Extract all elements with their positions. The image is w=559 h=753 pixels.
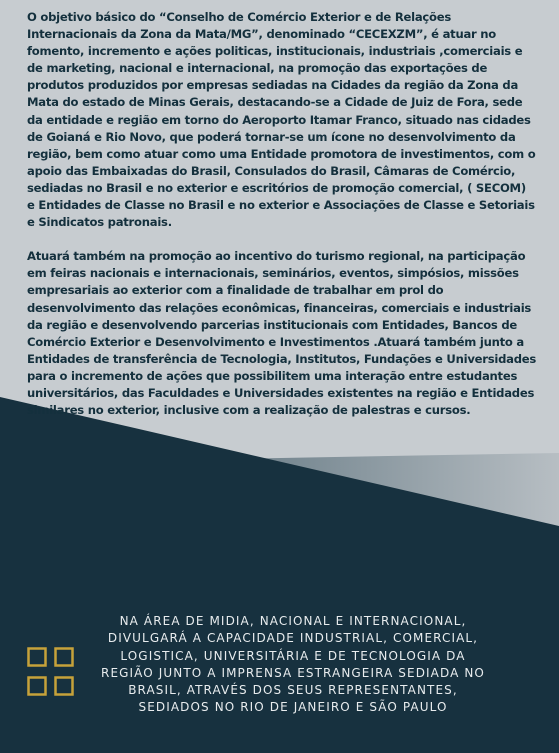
media-statement: NA ÁREA DE MIDIA, NACIONAL E INTERNACIONAL, DIVULGARÁ A CAPACIDADE INDUSTRIAL, COMERCIAL, LOGISTICA, UNIVERSITÁRIA E DE TECNOLOGIA DA REGIÃO JUNTO A IMPRENSA ESTRANGEIRA SEDIADA NO BRASIL, ATRAVÉS DOS SEUS REPRESENTANTES, SEDIADOS NO RIO DE JANEIRO E SÃO PAULO bbox=[101, 614, 485, 715]
paragraph-activities: Atuará também na promoção ao incentivo do turismo regional, na participação em feiras nacionais e internacionais, seminários, eventos, simpósios, missões empresariais ao exterior com a finalidade de trabalhar em prol do desenvolvimento das relações econômicas, financeiras, comerciais e industriais da região e desenvolvendo parcerias institucionais com Entidades, Bancos de Comércio Exterior e Desenvolvimento e Investimentos .Atuará também junto a Entidades de transferência de Tecnologia, Institutos, Fundações e Universidades para o incremento de ações que possibilitem uma interação entre estudantes universitários, das Faculdades e Universidades existentes na região e Entidades similares no exterior, inclusive com a realização de palestras e cursos. bbox=[27, 249, 537, 418]
document-body bbox=[27, 9, 537, 419]
four-squares-icon bbox=[27, 647, 75, 697]
paragraph-objective: O objetivo básico do “Conselho de Comércio Exterior e de Relações Internacionais da Zona da Mata/MG”, denominado “CECEXZM”, é atuar no fomento, incremento e ações politicas, institucionais, industriais ,comerciais e de marketing, nacional e internacional, na promoção das exportações de produtos produzidos por empresas sediadas na Cidades da região da Zona da Mata do estado de Minas Gerais, destacando-se a Cidade de Juiz de Fora, sede da entidade e região em torno do Aeroporto Itamar Franco, situado nas cidades de Goianá e Rio Novo, que poderá tornar-se um ícone no desenvolvimento da região, bem como atuar como uma Entidade promotora de investimentos, com o apoio das Embaixadas do Brasil, Consulados do Brasil, Câmaras de Comércio, sediadas no Brasil e no exterior e escritórios de promoção comercial, ( SECOM) e Entidades de Classe no Brasil e no exterior e Associações de Classe e Setoriais e Sindicatos patronais. bbox=[27, 10, 536, 230]
